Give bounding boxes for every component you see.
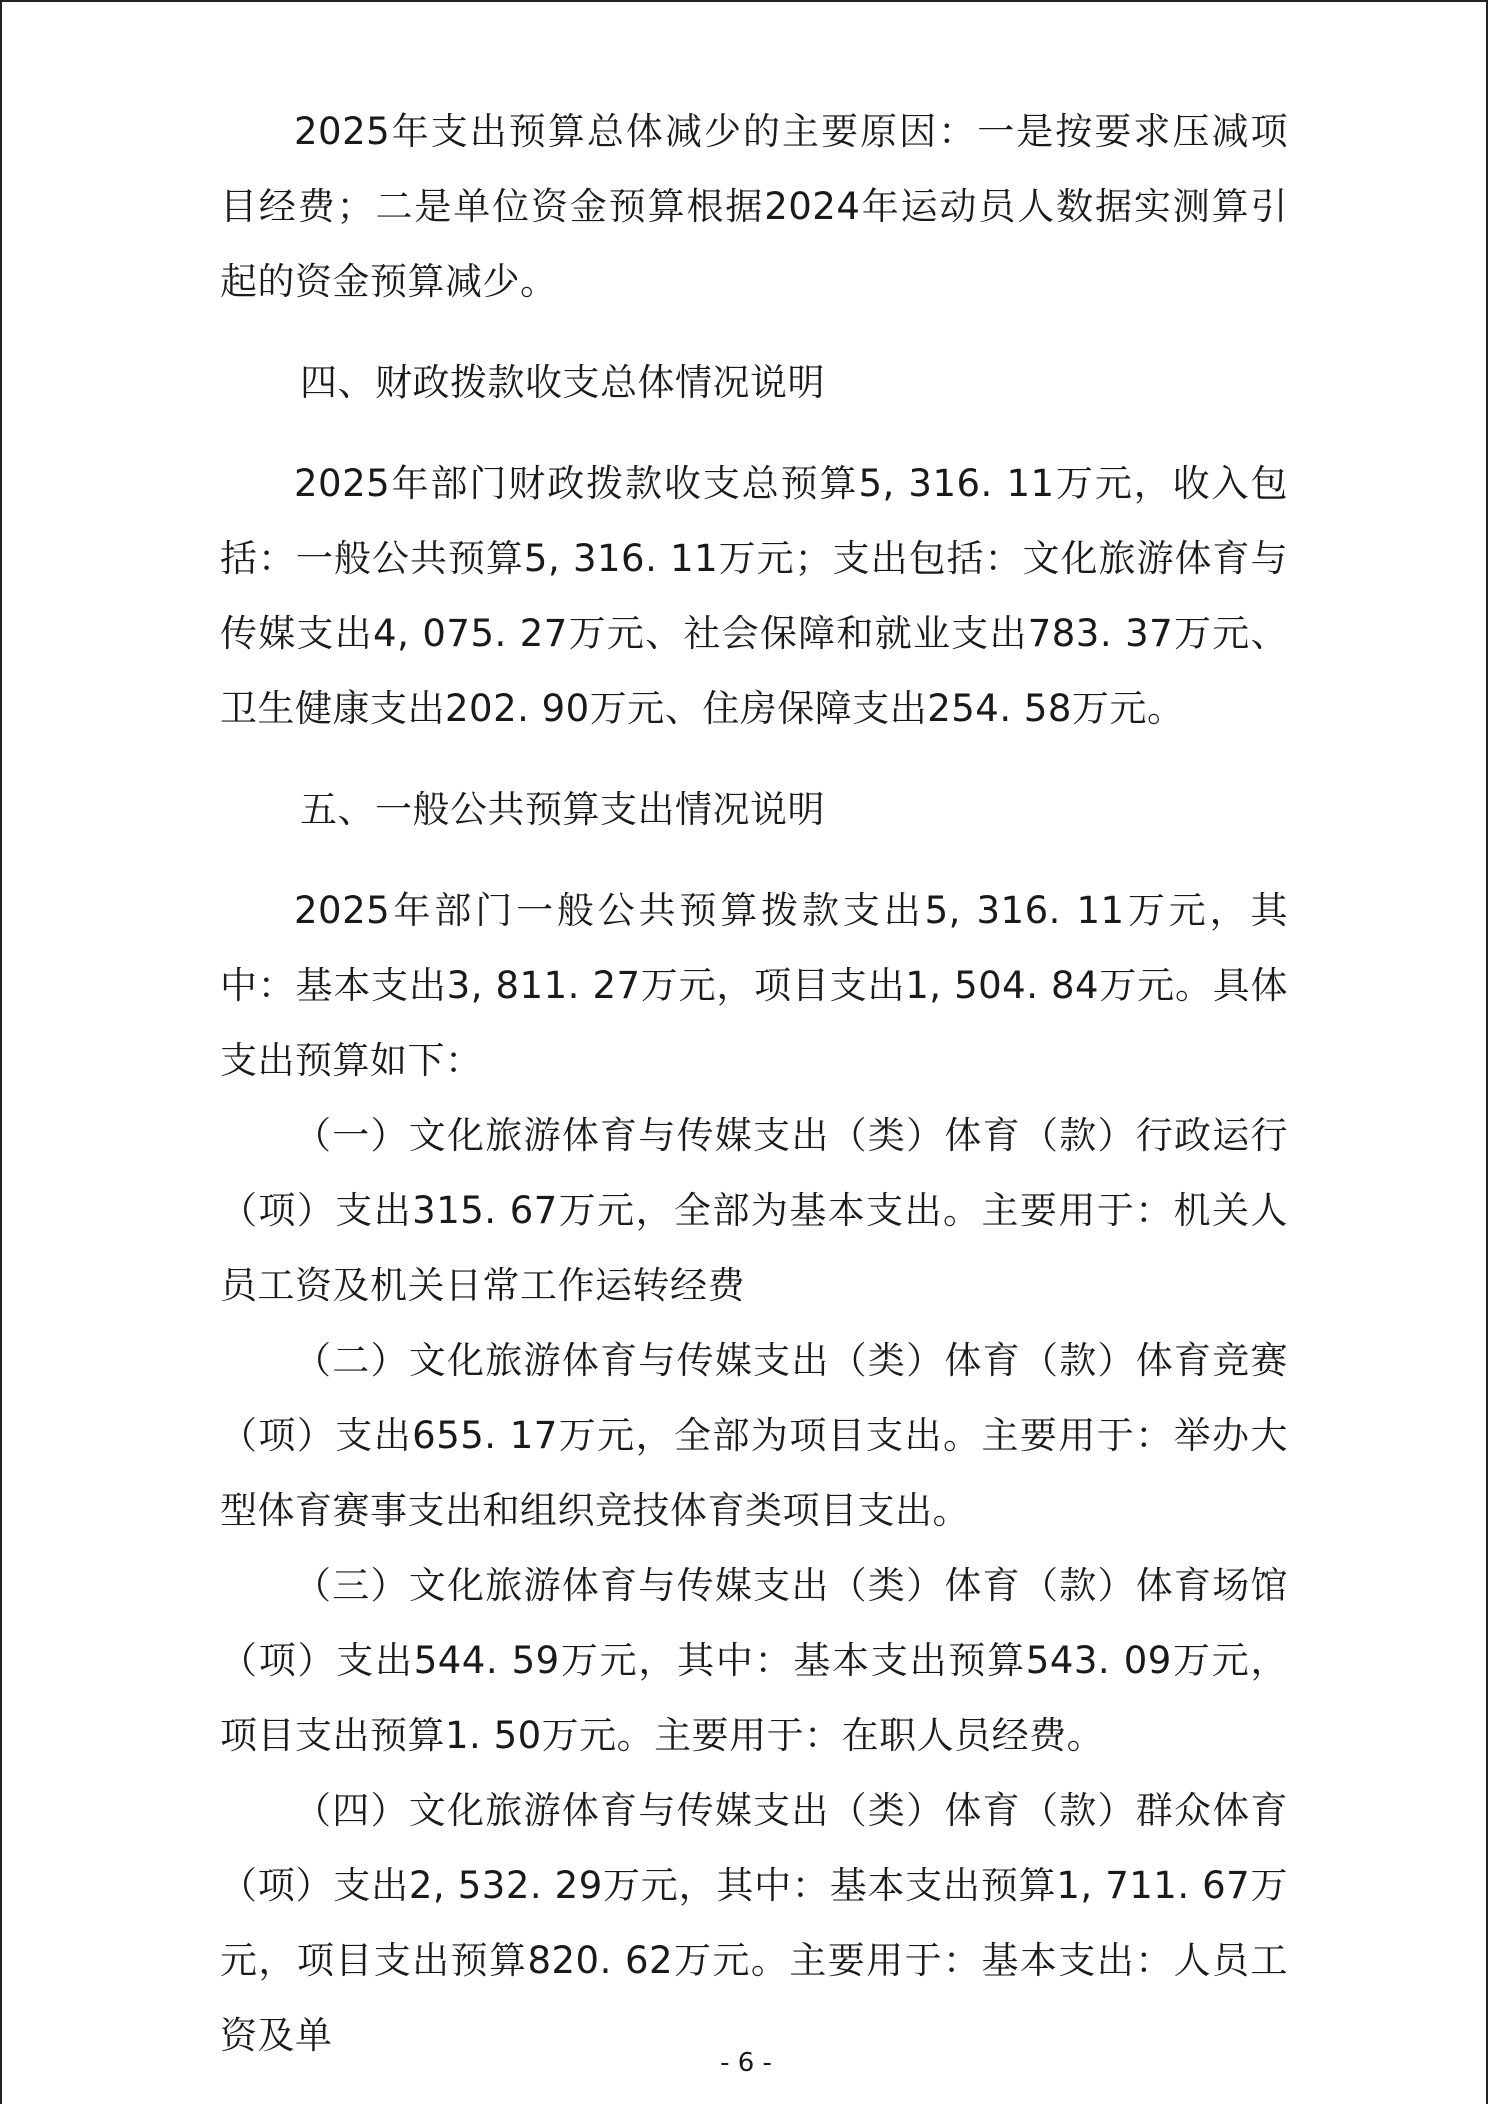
item-1-administrative-operation: （一）文化旅游体育与传媒支出（类）体育（款）行政运行（项）支出315. 67万元，全部为基本支出。主要用于：机关人员工资及机关日常工作运转经费 (220, 1114, 1288, 1307)
document-body (220, 94, 1288, 2073)
paragraph-fiscal-appropriation-overview: 2025年部门财政拨款收支总预算5, 316. 11万元，收入包括：一般公共预算5, 316. 11万元；支出包括：文化旅游体育与传媒支出4, 075. 27万元、社会保障和就业支出783. 37万元、卫生健康支出202. 90万元、住房保障支出254. 58万元。 (220, 462, 1288, 730)
section-heading-5: 五、一般公共预算支出情况说明 (300, 788, 825, 831)
section-heading-4: 四、财政拨款收支总体情况说明 (300, 361, 825, 404)
item-2-sports-competition: （二）文化旅游体育与传媒支出（类）体育（款）体育竞赛（项）支出655. 17万元，全部为项目支出。主要用于：举办大型体育赛事支出和组织竞技体育类项目支出。 (220, 1339, 1288, 1532)
item-3-sports-venues: （三）文化旅游体育与传媒支出（类）体育（款）体育场馆（项）支出544. 59万元，其中：基本支出预算543. 09万元，项目支出预算1. 50万元。主要用于：在职人员经费。 (220, 1564, 1288, 1757)
paragraph-general-budget-expenditure: 2025年部门一般公共预算拨款支出5, 316. 11万元，其中：基本支出3, 811. 27万元，项目支出1, 504. 84万元。具体支出预算如下： (220, 889, 1288, 1082)
page-number: - 6 - (720, 2048, 772, 2078)
paragraph-expenditure-decrease-reason: 2025年支出预算总体减少的主要原因：一是按要求压减项目经费；二是单位资金预算根据2024年运动员人数据实测算引起的资金预算减少。 (220, 110, 1288, 303)
item-4-mass-sports: （四）文化旅游体育与传媒支出（类）体育（款）群众体育（项）支出2, 532. 29万元，其中：基本支出预算1, 711. 67万元，项目支出预算820. 62万元。主要用于：基本支出：人员工资及单 (220, 1789, 1288, 2057)
